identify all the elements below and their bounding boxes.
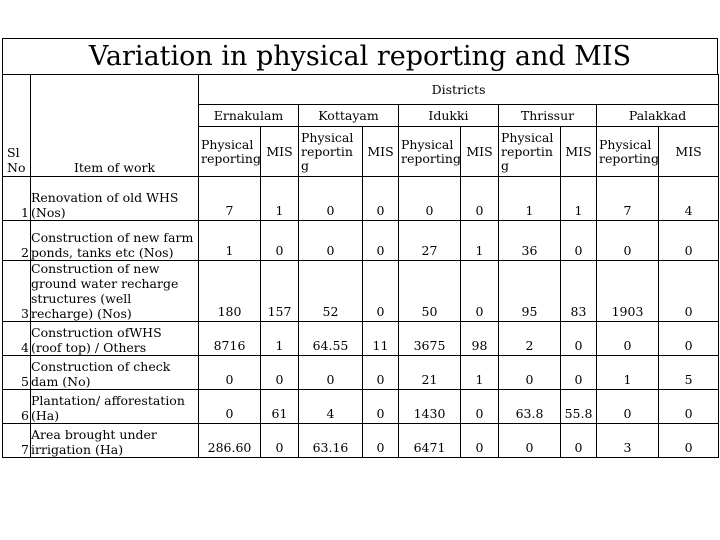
value-cell: 3675 [399, 322, 461, 356]
value-cell: 0 [499, 356, 561, 390]
table-row [3, 424, 719, 458]
item-cell: Plantation/ afforestation (Ha) [31, 390, 199, 424]
districts-header: Districts [199, 75, 719, 105]
district-name-thrissur: Thrissur [499, 105, 597, 127]
item-cell: Construction of check dam (No) [31, 356, 199, 390]
mis-header: MIS [461, 127, 499, 177]
sl-no-cell: 7 [3, 424, 31, 458]
value-cell: 11 [363, 322, 399, 356]
value-cell: 1903 [597, 261, 659, 322]
value-cell: 5 [659, 356, 719, 390]
value-cell: 0 [261, 424, 299, 458]
value-cell: 36 [499, 221, 561, 261]
table-row [3, 356, 719, 390]
value-cell: 0 [399, 177, 461, 221]
value-cell: 0 [261, 356, 299, 390]
district-name-kottayam: Kottayam [299, 105, 399, 127]
value-cell: 0 [299, 356, 363, 390]
value-cell: 0 [561, 356, 597, 390]
value-cell: 64.55 [299, 322, 363, 356]
value-cell: 0 [659, 322, 719, 356]
value-cell: 0 [299, 177, 363, 221]
value-cell: 1 [261, 322, 299, 356]
sl-no-header: Sl No [3, 105, 31, 177]
value-cell: 0 [299, 221, 363, 261]
value-cell: 0 [499, 424, 561, 458]
item-cell: Area brought under irrigation (Ha) [31, 424, 199, 458]
table-row [3, 221, 719, 261]
value-cell: 63.16 [299, 424, 363, 458]
value-cell: 0 [561, 424, 597, 458]
value-cell: 0 [659, 221, 719, 261]
value-cell: 63.8 [499, 390, 561, 424]
value-cell: 157 [261, 261, 299, 322]
mis-header: MIS [261, 127, 299, 177]
value-cell: 0 [461, 424, 499, 458]
value-cell: 7 [597, 177, 659, 221]
value-cell: 0 [561, 221, 597, 261]
table-row [3, 261, 719, 322]
value-cell: 4 [659, 177, 719, 221]
district-name-palakkad: Palakkad [597, 105, 719, 127]
mis-header: MIS [561, 127, 597, 177]
value-cell: 0 [561, 322, 597, 356]
value-cell: 0 [659, 390, 719, 424]
value-cell: 0 [363, 356, 399, 390]
sl-header-top [3, 75, 31, 105]
value-cell: 6471 [399, 424, 461, 458]
value-cell: 61 [261, 390, 299, 424]
value-cell: 1 [261, 177, 299, 221]
value-cell: 1 [461, 356, 499, 390]
item-header-top [31, 75, 199, 105]
value-cell: 55.8 [561, 390, 597, 424]
value-cell: 2 [499, 322, 561, 356]
value-cell: 1 [499, 177, 561, 221]
data-table [2, 74, 719, 458]
value-cell: 0 [363, 390, 399, 424]
value-cell: 4 [299, 390, 363, 424]
page-title: Variation in physical reporting and MIS [2, 38, 718, 74]
value-cell: 0 [199, 390, 261, 424]
value-cell: 3 [597, 424, 659, 458]
value-cell: 21 [399, 356, 461, 390]
value-cell: 0 [363, 424, 399, 458]
district-name-idukki: Idukki [399, 105, 499, 127]
physical-reporting-header: Physical reporting [597, 127, 659, 177]
value-cell: 0 [461, 390, 499, 424]
value-cell: 0 [659, 424, 719, 458]
sl-no-cell: 2 [3, 221, 31, 261]
value-cell: 1 [597, 356, 659, 390]
value-cell: 1430 [399, 390, 461, 424]
table-row [3, 322, 719, 356]
value-cell: 0 [461, 177, 499, 221]
table-row [3, 177, 719, 221]
table-row [3, 390, 719, 424]
item-cell: Construction of new ground water recharge structures (well recharge) (Nos) [31, 261, 199, 322]
value-cell: 83 [561, 261, 597, 322]
item-cell: Construction ofWHS (roof top) / Others [31, 322, 199, 356]
value-cell: 0 [597, 221, 659, 261]
value-cell: 95 [499, 261, 561, 322]
item-cell: Renovation of old WHS (Nos) [31, 177, 199, 221]
sl-no-cell: 3 [3, 261, 31, 322]
value-cell: 27 [399, 221, 461, 261]
value-cell: 98 [461, 322, 499, 356]
mis-header: MIS [363, 127, 399, 177]
sl-no-cell: 6 [3, 390, 31, 424]
value-cell: 0 [597, 322, 659, 356]
item-cell: Construction of new farm ponds, tanks etc (Nos) [31, 221, 199, 261]
sl-no-cell: 4 [3, 322, 31, 356]
mis-header: MIS [659, 127, 719, 177]
value-cell: 0 [461, 261, 499, 322]
sl-no-cell: 1 [3, 177, 31, 221]
sl-no-cell: 5 [3, 356, 31, 390]
value-cell: 0 [363, 177, 399, 221]
value-cell: 0 [363, 261, 399, 322]
value-cell: 7 [199, 177, 261, 221]
value-cell: 50 [399, 261, 461, 322]
physical-reporting-header: Physical reporting [199, 127, 261, 177]
value-cell: 1 [199, 221, 261, 261]
value-cell: 1 [561, 177, 597, 221]
item-header: Item of work [31, 105, 199, 177]
value-cell: 0 [261, 221, 299, 261]
district-name-ernakulam: Ernakulam [199, 105, 299, 127]
value-cell: 0 [597, 390, 659, 424]
value-cell: 1 [461, 221, 499, 261]
physical-reporting-header: Physical reportin g [299, 127, 363, 177]
physical-reporting-header: Physical reporting [399, 127, 461, 177]
value-cell: 0 [659, 261, 719, 322]
value-cell: 8716 [199, 322, 261, 356]
value-cell: 180 [199, 261, 261, 322]
physical-reporting-header: Physical reportin g [499, 127, 561, 177]
value-cell: 0 [363, 221, 399, 261]
value-cell: 52 [299, 261, 363, 322]
value-cell: 286.60 [199, 424, 261, 458]
value-cell: 0 [199, 356, 261, 390]
